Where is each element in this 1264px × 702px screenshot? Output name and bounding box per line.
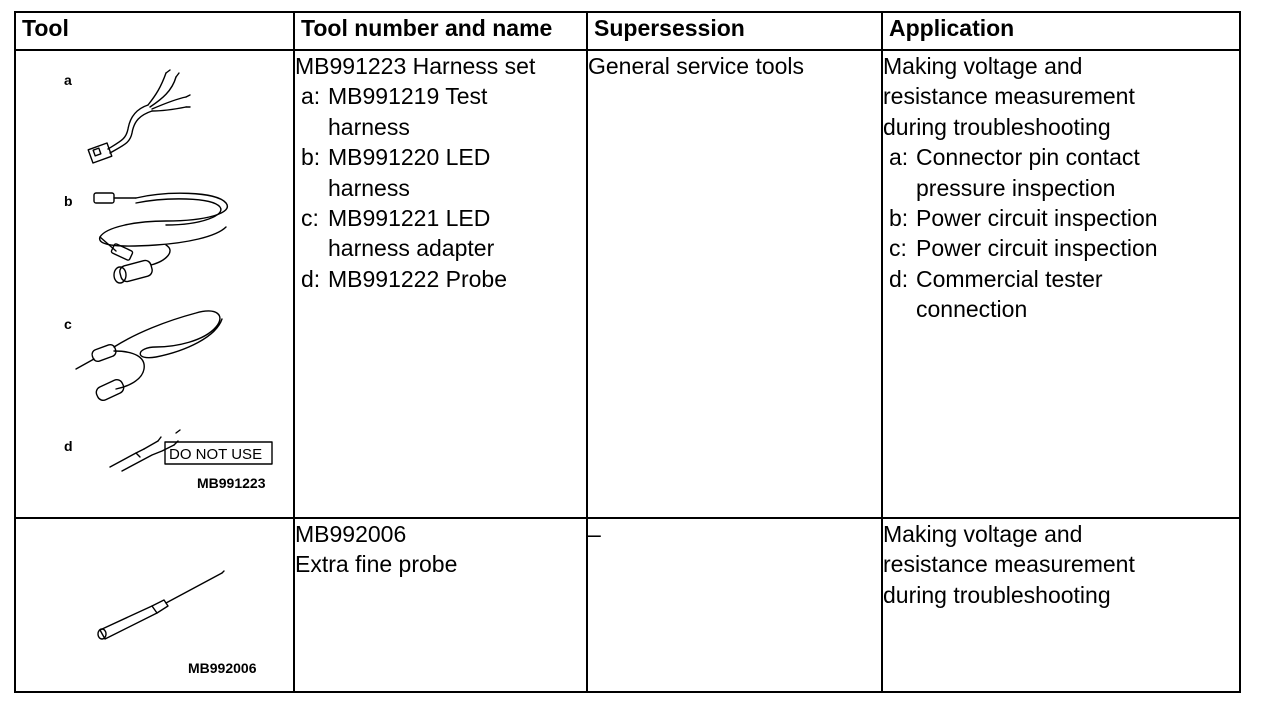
tool-component-item [295, 142, 586, 203]
item-line: harness [328, 174, 410, 201]
item-line: MB991221 LED [328, 205, 491, 232]
tool-name-title: MB991223 Harness set [295, 53, 536, 79]
figure-label-d: d [64, 438, 73, 454]
figure-code: MB992006 [188, 660, 257, 676]
tool-illustration-cell [15, 50, 294, 518]
application-item [883, 142, 1239, 203]
tool-illustration-cell [15, 518, 294, 692]
application-line: resistance measurement [883, 551, 1135, 578]
application-item [883, 233, 1239, 263]
item-line: Power circuit inspection [916, 235, 1158, 262]
item-label: d: [301, 265, 321, 292]
application-line: resistance measurement [883, 83, 1135, 110]
item-label: d: [889, 265, 909, 292]
figure-label-a: a [64, 72, 72, 88]
tool-number: MB992006 [295, 521, 407, 547]
tool-component-item [295, 264, 586, 294]
supersession-text: General service tools [588, 53, 805, 79]
application-line: Making voltage and [883, 53, 1083, 79]
item-line: pressure inspection [916, 174, 1116, 201]
item-line: harness [328, 113, 410, 140]
item-line: MB991222 Probe [328, 265, 508, 292]
supersession-cell [587, 50, 882, 518]
item-line: Commercial tester [916, 265, 1103, 292]
table-row [15, 518, 1240, 692]
extra-fine-probe-illustration [16, 519, 295, 691]
header-supersession: Supersession [587, 12, 882, 50]
application-item [883, 203, 1239, 233]
application-line: Making voltage and [883, 521, 1083, 547]
table-row [15, 50, 1240, 518]
item-line: Connector pin contact [916, 144, 1140, 171]
item-line: MB991219 Test [328, 83, 488, 110]
item-line: MB991220 LED [328, 144, 491, 171]
item-label: a: [301, 83, 321, 110]
tool-name: Extra fine probe [295, 551, 458, 578]
header-tool: Tool [15, 12, 294, 50]
header-row [15, 12, 1240, 50]
extra-fine-probe-drawing [98, 571, 224, 639]
application-cell [882, 50, 1240, 518]
figure-label-c: c [64, 316, 72, 332]
harness-set-illustration [16, 51, 295, 517]
header-tool-number-name: Tool number and name [294, 12, 587, 50]
led-harness-adapter-drawing [76, 311, 222, 402]
supersession-text: – [588, 521, 601, 547]
header-application: Application [882, 12, 1240, 50]
application-cell [882, 518, 1240, 692]
tool-component-item [295, 81, 586, 142]
supersession-cell [587, 518, 882, 692]
do-not-use-stamp: DO NOT USE [169, 446, 263, 463]
item-label: c: [889, 235, 907, 262]
tool-number-name-cell [294, 518, 587, 692]
application-line: during troubleshooting [883, 581, 1111, 608]
item-line: Power circuit inspection [916, 205, 1158, 232]
led-harness-drawing [94, 193, 227, 283]
special-tools-table [14, 11, 1241, 693]
application-line: during troubleshooting [883, 113, 1111, 140]
test-harness-drawing [88, 70, 190, 163]
item-label: c: [301, 205, 319, 232]
item-label: a: [889, 144, 909, 171]
tool-component-item [295, 203, 586, 264]
item-line: harness adapter [328, 235, 495, 262]
item-label: b: [889, 205, 909, 232]
figure-label-b: b [64, 193, 73, 209]
item-label: b: [301, 144, 321, 171]
item-line: connection [916, 296, 1028, 323]
tool-number-name-cell [294, 50, 587, 518]
figure-code: MB991223 [197, 475, 266, 491]
application-item [883, 264, 1239, 325]
